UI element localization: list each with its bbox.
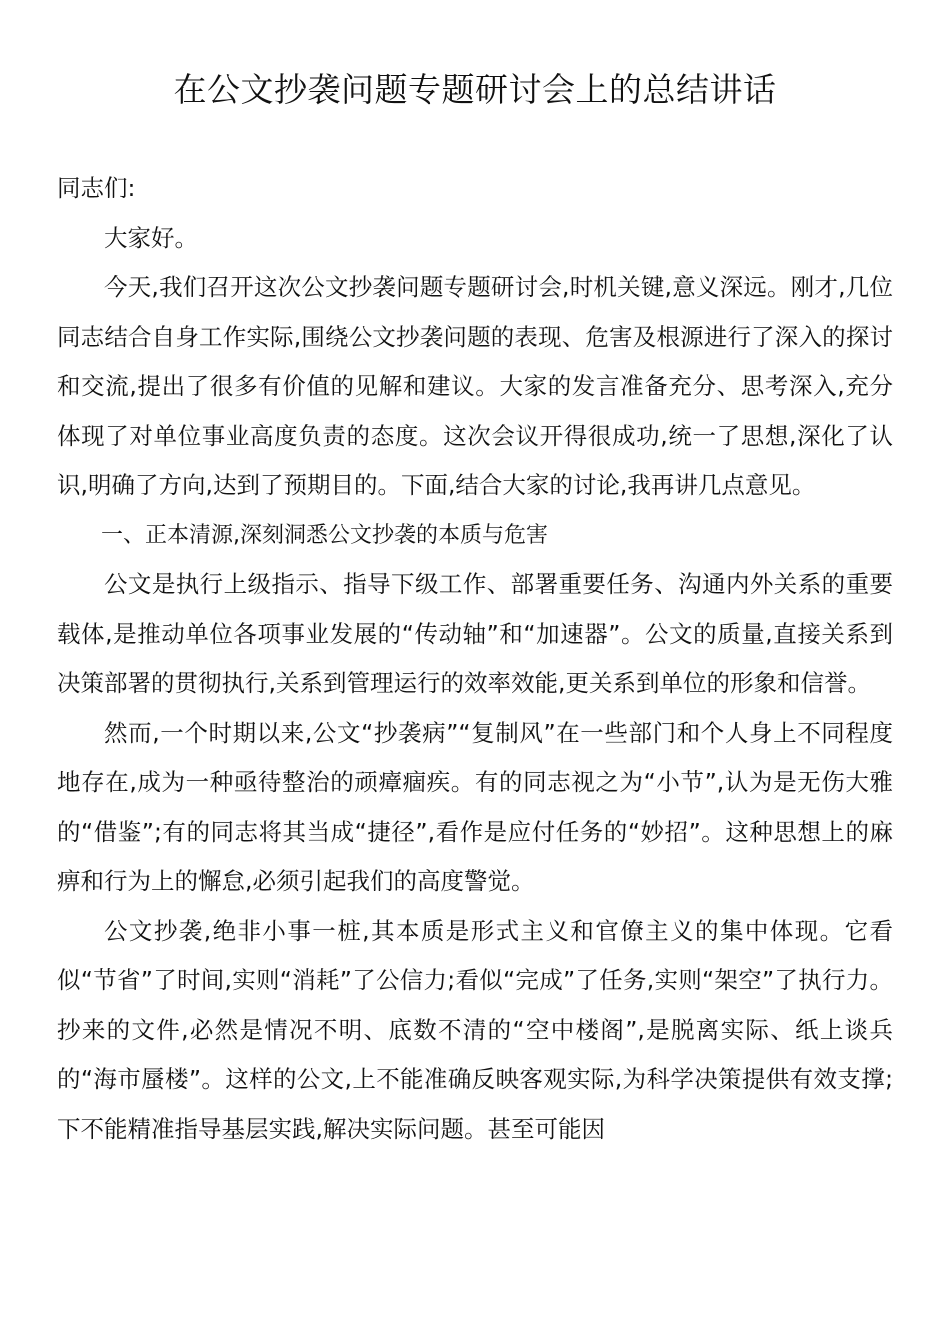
paragraph-section1-2: 然而,一个时期以来,公文“抄袭病”“复制风”在一些部门和个人身上不同程度地存在,成为一种亟待整治的顽瘴痼疾。有的同志视之为“小节”,认为是无伤大雅的“借鉴”;有的同志将其当成“捷径”,看作是应付任务的“妙招”。这种思想上的麻痹和行为上的懈怠,必须引起我们的高度警觉。	[57, 718, 893, 895]
salutation: 同志们:	[57, 174, 136, 202]
document-body	[57, 164, 893, 1154]
paragraph-section1-1: 公文是执行上级指示、指导下级工作、部署重要任务、沟通内外关系的重要载体,是推动单位各项事业发展的“传动轴”和“加速器”。公文的质量,直接关系到决策部署的贯彻执行,关系到管理运行的效率效能,更关系到单位的形象和信誉。	[57, 570, 893, 697]
paragraph-opening: 今天,我们召开这次公文抄袭问题专题研讨会,时机关键,意义深远。刚才,几位同志结合自身工作实际,围绕公文抄袭问题的表现、危害及根源进行了深入的探讨和交流,提出了很多有价值的见解和建议。大家的发言准备充分、思考深入,充分体现了对单位事业高度负责的态度。这次会议开得很成功,统一了思想,深化了认识,明确了方向,达到了预期目的。下面,结合大家的讨论,我再讲几点意见。	[57, 273, 893, 499]
paragraph-section1-3: 公文抄袭,绝非小事一桩,其本质是形式主义和官僚主义的集中体现。它看似“节省”了时间,实则“消耗”了公信力;看似“完成”了任务,实则“架空”了执行力。抄来的文件,必然是情况不明、底数不清的“空中楼阁”,是脱离实际、纸上谈兵的“海市蜃楼”。这样的公文,上不能准确反映客观实际,为科学决策提供有效支撑;下不能精准指导基层实践,解决实际问题。甚至可能因	[57, 916, 893, 1143]
section-heading-1: 一、正本清源,深刻洞悉公文抄袭的本质与危害	[101, 522, 548, 548]
document-title: 在公文抄袭问题专题研讨会上的总结讲话	[173, 70, 777, 109]
greeting: 大家好。	[104, 223, 198, 252]
